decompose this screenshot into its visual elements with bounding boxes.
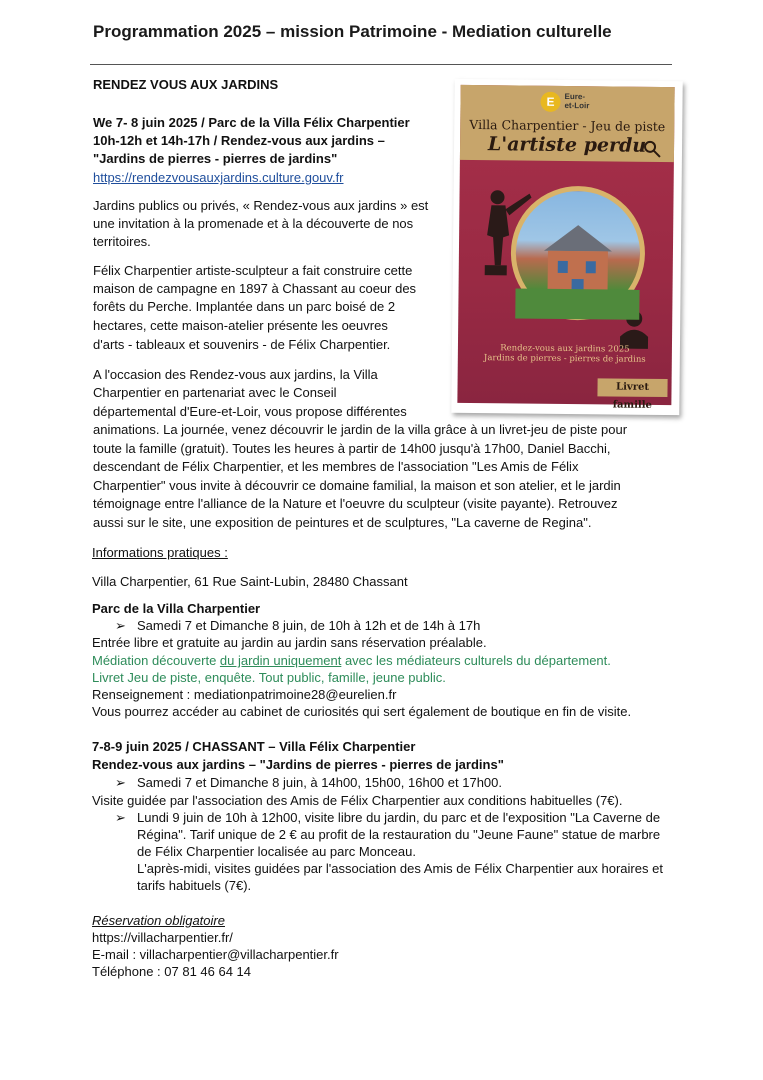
intro-paragraph-line: une invitation à la promenade et à la découverte de nos — [93, 216, 414, 231]
poster-title: Villa Charpentier - Jeu de piste — [469, 116, 666, 135]
chassant-heading: 7-8-9 juin 2025 / CHASSANT – Villa Félix Charpentier — [92, 739, 416, 754]
animation-paragraph-line: Charpentier" vous invite à découvrir ce domaine familial, la maison et son atelier, et le jardin — [93, 478, 621, 493]
animation-paragraph-line: animations. La journée, venez découvrir le jardin de la villa grâce à un livret-jeu de piste pour — [93, 422, 628, 437]
park-heading: Parc de la Villa Charpentier — [92, 601, 261, 616]
villa-paragraph-line: d'arts - tableaux et souvenirs - de Félix Charpentier. — [93, 337, 391, 352]
cabinet-line: Vous pourrez accéder au cabinet de curiosités qui sert également de boutique en fin de visite. — [92, 704, 632, 719]
mediation-line: Médiation découverte du jardin uniquement avec les médiateurs culturels du département. — [92, 653, 611, 668]
entry-line: Entrée libre et gratuite au jardin au jardin sans réservation préalable. — [92, 635, 487, 650]
poster-logo-text: Eure- et-Loir — [564, 91, 590, 111]
afternoon-line: tarifs habituels (7€). — [137, 878, 252, 893]
magnifier-icon — [645, 142, 660, 157]
arrow-bullet-icon: ➢ — [115, 810, 126, 825]
jeu-de-piste-poster — [451, 79, 682, 415]
livret-famille-badge: Livret famille — [597, 378, 667, 397]
animation-paragraph-line: toute la famille (gratuit). Toutes les heures à partir de 14h00 jusqu'à 17h00, Daniel Bacchi, — [93, 441, 611, 456]
reservation-phone: Téléphone : 07 81 46 64 14 — [92, 964, 252, 979]
event-line-2: 10h-12h et 14h-17h / Rendez-vous aux jardins – — [93, 133, 385, 148]
monday-bullet: ➢ Lundi 9 juin de 10h à 12h00, visite libre du jardin, du parc et de l'exposition "La Caverne de — [115, 810, 661, 825]
afternoon-line: L'après-midi, visites guidées par l'association des Amis de Félix Charpentier aux horaires et — [137, 861, 663, 876]
arrow-bullet-icon: ➢ — [115, 618, 126, 633]
chassant-subheading: Rendez-vous aux jardins – "Jardins de pierres - pierres de jardins" — [92, 757, 504, 772]
villa-house-illustration — [515, 190, 640, 315]
guided-visit-line: Visite guidée par l'association des Amis de Félix Charpentier aux conditions habituelles (7€). — [92, 793, 623, 808]
eure-et-loir-logo-icon: E — [540, 92, 560, 112]
reservation-email[interactable]: E-mail : villacharpentier@villacharpentier.fr — [92, 947, 339, 962]
arrow-bullet-icon: ➢ — [115, 775, 126, 790]
villa-paragraph-line: Félix Charpentier artiste-sculpteur a fait construire cette — [93, 263, 413, 278]
villa-paragraph-line: hectares, cette maison-atelier présente les oeuvres — [93, 318, 388, 333]
intro-paragraph-line: territoires. — [93, 234, 151, 249]
visit-hours-bullet: ➢ Samedi 7 et Dimanche 8 juin, à 14h00, 15h00, 16h00 et 17h00. — [115, 775, 502, 790]
contact-line: Renseignement : mediationpatrimoine28@eurelien.fr — [92, 687, 397, 702]
animation-paragraph-line: Charpentier en partenariat avec le Conseil — [93, 385, 337, 400]
reservation-site[interactable]: https://villacharpentier.fr/ — [92, 930, 233, 945]
rdv-jardins-link[interactable]: https://rendezvousauxjardins.culture.gouv.fr — [93, 170, 344, 185]
animation-paragraph-line: A l'occasion des Rendez-vous aux jardins, la Villa — [93, 367, 378, 382]
event-line-3: "Jardins de pierres - pierres de jardins" — [93, 151, 338, 166]
poster-event-subtitle: Rendez-vous aux jardins 2025 Jardins de pierres - pierres de jardins — [483, 343, 646, 365]
monday-bullet-line: de Félix Charpentier localisée au parc Monceau. — [137, 844, 416, 859]
address: Villa Charpentier, 61 Rue Saint-Lubin, 28480 Chassant — [92, 574, 408, 589]
animation-paragraph-line: aussi sur le site, une exposition de peintures et de sculptures, "La caverne de Regina". — [93, 515, 592, 530]
page-title: Programmation 2025 – mission Patrimoine - Mediation culturelle — [93, 22, 612, 41]
villa-paragraph-line: maison de campagne en 1897 à Chassant au coeur des — [93, 281, 417, 296]
reservation-heading: Réservation obligatoire — [92, 913, 225, 928]
poster-subtitle-artiste: L'artiste perdu — [487, 133, 647, 157]
title-divider — [90, 64, 672, 65]
park-hours-bullet: ➢ Samedi 7 et Dimanche 8 juin, de 10h à 12h et de 14h à 17h — [115, 618, 481, 633]
info-heading: Informations pratiques : — [92, 545, 228, 560]
event-line-1: We 7- 8 juin 2025 / Parc de la Villa Félix Charpentier — [93, 115, 410, 130]
animation-paragraph-line: descendant de Félix Charpentier, et les membres de l'association "Les Amis de Félix — [93, 459, 579, 474]
villa-paragraph-line: forêts du Perche. Implantée dans un parc boisé de 2 — [93, 299, 396, 314]
animation-paragraph-line: départemental d'Eure-et-Loir, vous propose différentes — [93, 404, 407, 419]
livret-line: Livret Jeu de piste, enquête. Tout public, famille, jeune public. — [92, 670, 446, 685]
animation-paragraph-line: témoignage entre l'alliance de la Nature et l'oeuvre du sculpteur (visite payante). Retrouvez — [93, 496, 618, 511]
section-heading-jardins: RENDEZ VOUS AUX JARDINS — [93, 77, 279, 92]
intro-paragraph-line: Jardins publics ou privés, « Rendez-vous aux jardins » est — [93, 198, 429, 213]
monday-bullet-line: Régina". Tarif unique de 2 € au profit de la restauration du "Jeune Faune" statue de marbre — [137, 827, 661, 842]
villa-photo — [510, 185, 645, 320]
